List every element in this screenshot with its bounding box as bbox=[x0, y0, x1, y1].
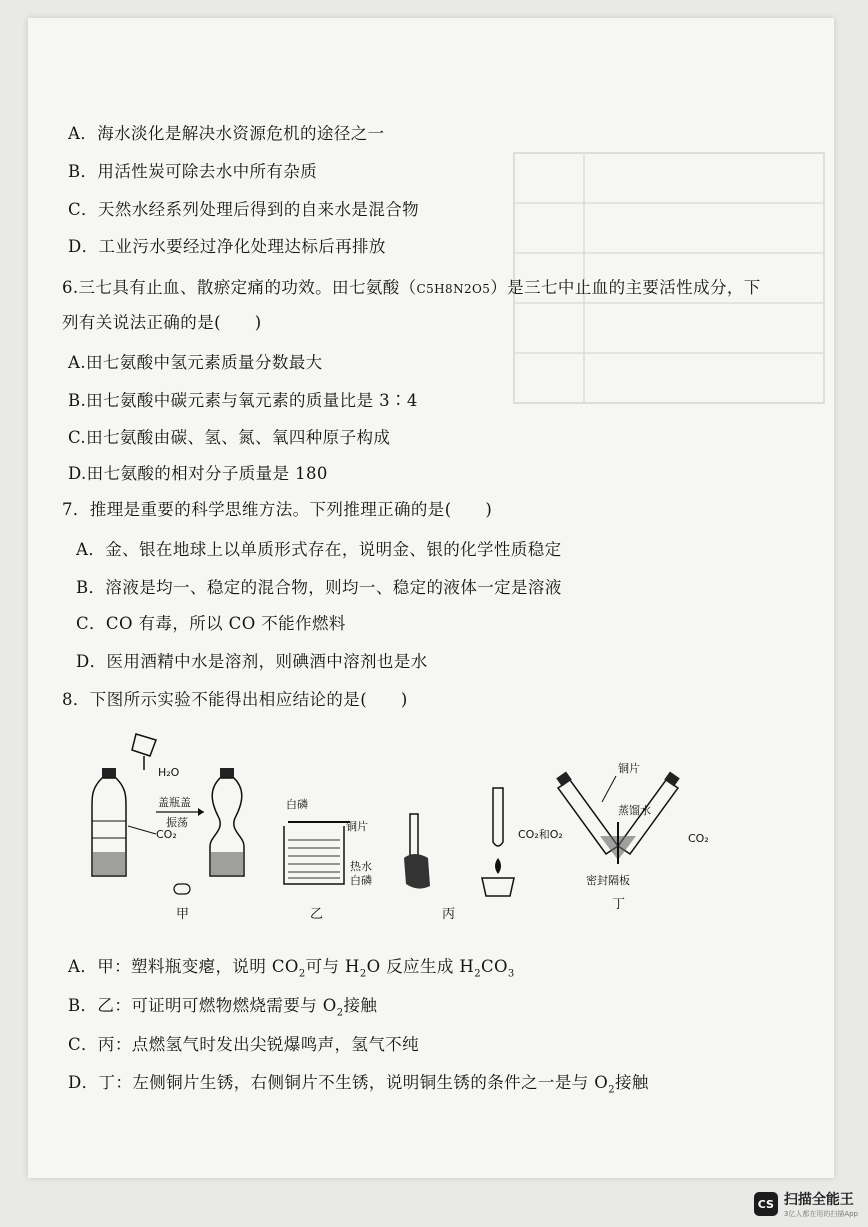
q6-option-d: D.田七氨酸的相对分子质量是 180 bbox=[68, 464, 328, 483]
q8-option-c: C．丙：点燃氢气时发出尖锐爆鸣声，氢气不纯 bbox=[68, 1035, 420, 1054]
label-hot-water: 热水 bbox=[350, 860, 372, 873]
exam-page bbox=[28, 18, 834, 1178]
q6-option-a: A.田七氨酸中氢元素质量分数最大 bbox=[68, 353, 323, 372]
experiment-ding bbox=[518, 761, 709, 912]
scanner-tagline: 3亿人都在用的扫描App bbox=[783, 1210, 858, 1218]
experiment-bing bbox=[404, 788, 514, 922]
label-copper-sheet: 铜片 bbox=[346, 820, 368, 833]
label-h2o: H₂O bbox=[158, 766, 180, 779]
q5-option-c: C．天然水经系列处理后得到的自来水是混合物 bbox=[68, 200, 420, 219]
label-copper-sheet2: 铜片 bbox=[618, 762, 640, 775]
q5-option-d: D．工业污水要经过净化处理达标后再排放 bbox=[68, 237, 386, 256]
q6-option-b: B.田七氨酸中碳元素与氧元素的质量比是 3∶4 bbox=[68, 391, 418, 410]
label-yi: 乙 bbox=[310, 907, 324, 922]
experiment-jia bbox=[92, 734, 244, 922]
q8-option-b: B．乙：可证明可燃物燃烧需要与 $O_2$接触 bbox=[68, 996, 378, 1019]
q5-option-b: B．用活性炭可除去水中所有杂质 bbox=[68, 162, 318, 181]
label-ding: 丁 bbox=[612, 897, 626, 912]
camscanner-logo-icon: CS bbox=[754, 1192, 778, 1216]
q8-option-a: A．甲：塑料瓶变瘪，说明 $CO_2$可与 $H_2O$ 反应生成 $H_2CO_3$ bbox=[68, 957, 515, 980]
q7-option-b: B．溶液是均一、稳定的混合物，则均一、稳定的液体一定是溶液 bbox=[76, 578, 562, 597]
scanner-brand: 扫描全能王 bbox=[783, 1192, 854, 1208]
q6-stem-line2: 列有关说法正确的是( ) bbox=[62, 313, 262, 332]
q7-stem: 7．推理是重要的科学思维方法。下列推理正确的是( ) bbox=[62, 500, 493, 519]
q8-experiment-figure bbox=[88, 726, 748, 936]
experiment-yi bbox=[284, 797, 372, 922]
q6-option-c: C.田七氨酸由碳、氢、氮、氧四种原子构成 bbox=[68, 428, 391, 447]
label-sealed-plate: 密封隔板 bbox=[586, 874, 630, 887]
q7-option-a: A．金、银在地球上以单质形式存在，说明金、银的化学性质稳定 bbox=[76, 540, 562, 559]
q6-stem-line1: 6.三七具有止血、散瘀定痛的功效。田七氨酸（C5H8N2O5）是三七中止血的主要活性成分，下 bbox=[62, 278, 761, 297]
label-bing: 丙 bbox=[442, 907, 456, 922]
q8-stem: 8．下图所示实验不能得出相应结论的是( ) bbox=[62, 690, 408, 709]
q7-option-c: C．CO 有毒，所以 CO 不能作燃料 bbox=[76, 614, 346, 633]
q7-option-d: D．医用酒精中水是溶剂，则碘酒中溶剂也是水 bbox=[76, 652, 428, 671]
label-distilled-water: 蒸馏水 bbox=[618, 804, 651, 817]
scanner-watermark bbox=[754, 1189, 858, 1219]
q8-option-d: D．丁：左侧铜片生锈，右侧铜片不生锈，说明铜生锈的条件之一是与 $O_2$接触 bbox=[68, 1073, 649, 1096]
label-co2-jia: CO₂ bbox=[156, 828, 177, 841]
q5-option-a: A．海水淡化是解决水资源危机的途径之一 bbox=[68, 124, 385, 143]
label-white-p-bottom: 白磷 bbox=[350, 874, 372, 887]
label-cap: 盖瓶盖 bbox=[158, 796, 191, 809]
label-co2-o2: CO₂和O₂ bbox=[518, 828, 563, 841]
q6-formula: C5H8N2O5 bbox=[416, 282, 491, 296]
label-jia: 甲 bbox=[176, 907, 190, 922]
label-co2-right: CO₂ bbox=[688, 832, 709, 845]
label-shake: 振荡 bbox=[166, 816, 188, 829]
label-white-p-top: 白磷 bbox=[286, 798, 308, 811]
bleed-through-table bbox=[474, 113, 834, 413]
